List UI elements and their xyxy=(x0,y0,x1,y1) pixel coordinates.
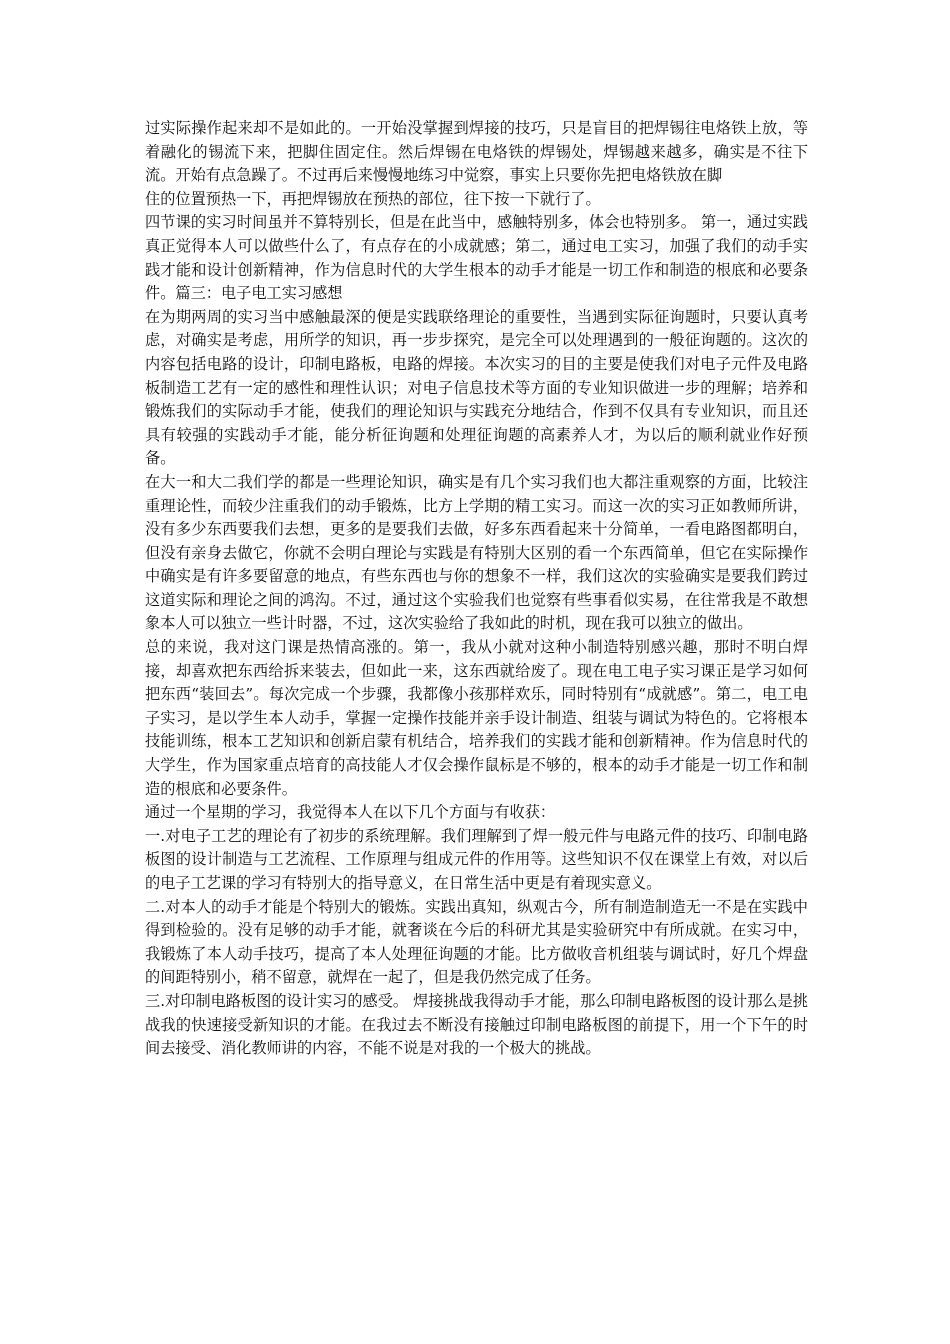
paragraph-gain-three: 三.对印制电路板图的设计实习的感受。 焊接挑战我得动手才能，那么印制电路板图的设计那么是挑战我的快速接受新知识的才能。在我过去不断没有接触过印制电路板图的前提下，用一个下午的时间去接受、消化教师讲的内容，不能不说是对我的一个极大的挑战。 xyxy=(145,991,808,1058)
paragraph-gains-intro: 通过一个星期的学习，我觉得本人在以下几个方面与有收获： xyxy=(145,803,556,822)
paragraph-two-weeks: 在为期两周的实习当中感触最深的便是实践联络理论的重要性，当遇到实际征询题时，只要认真考虑，对确实是考虑，用所学的知识，再一步步探究，是完全可以处理遇到的一般征询题的。这次的内容包括电路的设计，印制电路板，电路的焊接。本次实习的目的主要是使我们对电子元件及电路板制造工艺有一定的感性和理性认识；对电子信息技术等方面的专业知识做进一步的理解；培养和锻炼我们的实际动手才能，使我们的理论知识与实践充分地结合，作到不仅具有专业知识，而且还具有较强的实践动手才能，能分析征询题和处理征询题的高素养人才，为以后的顺利就业作好预备。 xyxy=(145,307,808,468)
paragraph-soldering-tip: 住的位置预热一下，再把焊锡放在预热的部位，往下按一下就行了。 xyxy=(145,189,601,208)
paragraph-soldering-intro: 过实际操作起来却不是如此的。一开始没掌握到焊接的技巧，只是盲目的把焊锡往电烙铁上放，等 着融化的锡流下来，把脚住固定住。然后焊锡在电烙铁的焊锡处，焊锡越来越多，确实是不往下流。开始有点急躁了。不过再后来慢慢地练习中觉察，事实上只要你先把电烙铁放在脚 xyxy=(145,119,808,185)
paragraph-four-lessons: 四节课的实习时间虽并不算特别长，但是在此当中，感触特别多，体会也特别多。 第一，通过实践真正觉得本人可以做些什么了，有点存在的小成就感；第二，通过电工实习，加强了我们的动手实践才能和设计创新精神，作为信息时代的大学生根本的动手才能是一切工作和制造的根底和必要条件。篇三：电子电工实习感想 xyxy=(145,213,808,303)
paragraph-gain-two: 二.对本人的动手才能是个特别大的锻炼。实践出真知，纵观古今，所有制造制造无一不是在实践中得到检验的。没有足够的动手才能，就奢谈在今后的科研尤其是实验研究中有所成就。在实习中，我锻炼了本人动手技巧，提高了本人处理征询题的才能。比方做收音机组装与调试时，好几个焊盘的间距特别小，稍不留意，就焊在一起了，但是我仍然完成了任务。 xyxy=(145,897,808,987)
paragraph-theory-practice: 在大一和大二我们学的都是一些理论知识，确实是有几个实习我们也大都注重观察的方面，比较注重理论性，而较少注重我们的动手锻炼，比方上学期的精工实习。而这一次的实习正如教师所讲，没有多少东西要我们去想，更多的是要我们去做，好多东西看起来十分简单，一看电路图都明白，但没有亲身去做它，你就不会明白理论与实践是有特别大区别的看一个东西简单，但它在实际操作中确实是有许多要留意的地点，有些东西也与你的想象不一样，我们这次的实验确实是要我们跨过这道实际和理论之间的鸿沟。不过，通过这个实验我们也觉察有些事看似实易，在往常我是不敢想象本人可以独立一些计时器，不过，这次实验给了我如此的时机，现在我可以独立的做出。 xyxy=(145,472,808,633)
paragraph-summary: 总的来说，我对这门课是热情高涨的。第一，我从小就对这种小制造特别感兴趣，那时不明白焊接，却喜欢把东西给拆来装去，但如此一来，这东西就给废了。现在电工电子实习课正是学习如何把东西“装回去”。每次完成一个步骤，我都像小孩那样欢乐，同时特别有“成就感”。第二，电工电子实习，是以学生本人动手，掌握一定操作技能并亲手设计制造、组装与调试为特色的。它将根本技能训练，根本工艺知识和创新启蒙有机结合，培养我们的实践才能和创新精神。作为信息时代的大学生，作为国家重点培育的高技能人才仅会操作鼠标是不够的，根本的动手才能是一切工作和制造的根底和必要条件。 xyxy=(145,638,808,798)
document-page xyxy=(145,117,808,1061)
paragraph-gain-one: 一.对电子工艺的理论有了初步的系统理解。我们理解到了焊一般元件与电路元件的技巧、印制电路板图的设计制造与工艺流程、工作原理与组成元件的作用等。这些知识不仅在课堂上有效，对以后的电子工艺课的学习有特别大的指导意义，在日常生活中更是有着现实意义。 xyxy=(145,826,808,892)
